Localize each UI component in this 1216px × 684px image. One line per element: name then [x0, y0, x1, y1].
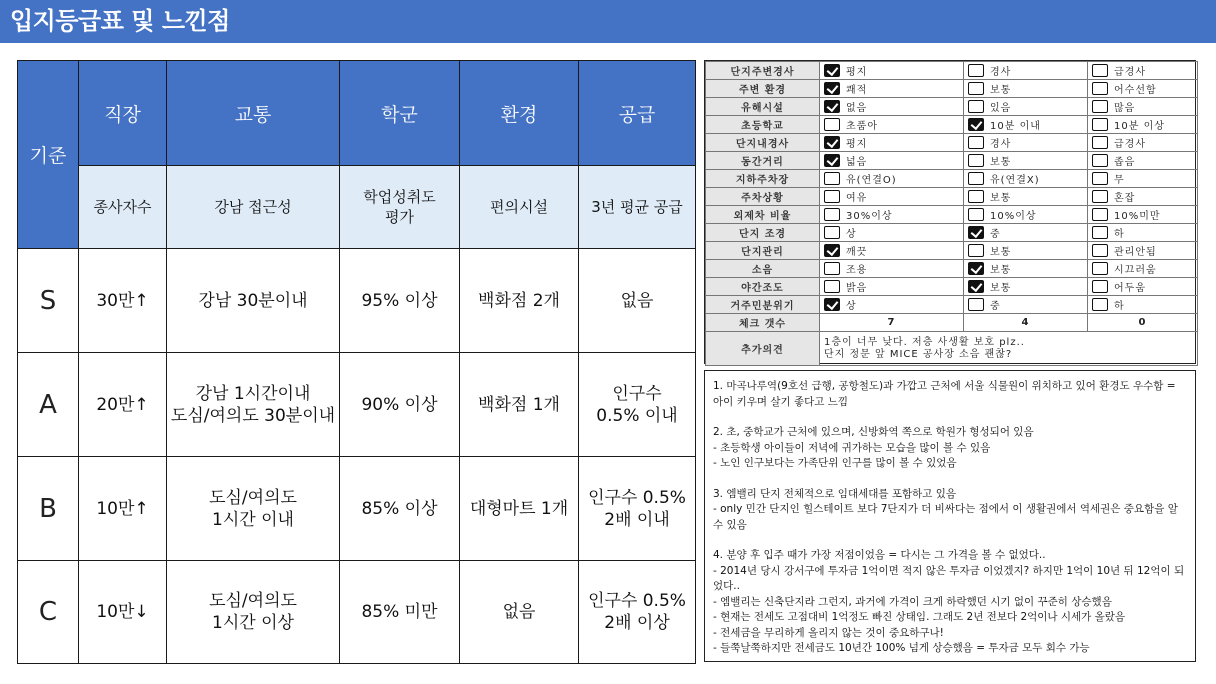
checklist-option[interactable]: [964, 278, 1088, 296]
grade-cell: 10만↑: [79, 457, 167, 561]
checklist-option-label: 보통: [990, 265, 1012, 276]
checklist-option-label: 보통: [990, 85, 1012, 96]
checked-checkbox-icon[interactable]: [824, 298, 840, 311]
checkbox-icon[interactable]: [1092, 262, 1108, 275]
checklist-option-label: 중: [990, 301, 1001, 312]
checklist-option-label: 많음: [1114, 103, 1136, 114]
site-checklist: [704, 60, 1196, 364]
header-job: 직장: [79, 61, 167, 166]
checkbox-icon[interactable]: [1092, 190, 1108, 203]
checklist-option-label: 무: [1114, 175, 1125, 186]
checked-checkbox-icon[interactable]: [968, 226, 984, 239]
checklist-option-label: 평지: [846, 139, 868, 150]
checklist-option-label: 하: [1114, 229, 1125, 240]
checked-checkbox-icon[interactable]: [824, 100, 840, 113]
checklist-label: 거주민분위기: [706, 296, 820, 314]
checklist-option[interactable]: [1088, 134, 1198, 152]
checked-checkbox-icon[interactable]: [968, 262, 984, 275]
checklist-option-label: 시끄러움: [1114, 265, 1157, 276]
checkbox-icon[interactable]: [968, 154, 984, 167]
extra-label: 추가의견: [706, 332, 820, 366]
checklist-option[interactable]: [964, 152, 1088, 170]
checklist-label: 야간조도: [706, 278, 820, 296]
checklist-option[interactable]: [1088, 296, 1198, 314]
checklist-option-label: 유(연결O): [846, 175, 897, 186]
checklist-row: [706, 170, 1198, 188]
title-bar: [0, 0, 1216, 43]
criteria-header: 기준: [18, 61, 79, 249]
subheader-supply: 3년 평균 공급: [579, 166, 696, 249]
checklist-option-label: 깨끗: [846, 247, 868, 258]
checklist-option[interactable]: [820, 80, 964, 98]
checklist-label: 소음: [706, 260, 820, 278]
grade-row-c: [18, 561, 696, 664]
checklist-label: 주차상황: [706, 188, 820, 206]
checklist-option[interactable]: [1088, 242, 1198, 260]
checklist-option-label: 중: [990, 229, 1001, 240]
checklist-option[interactable]: [964, 62, 1088, 80]
subheader-job: 종사자수: [79, 166, 167, 249]
checklist-option[interactable]: [1088, 152, 1198, 170]
checklist-option[interactable]: [964, 116, 1088, 134]
checked-checkbox-icon[interactable]: [824, 136, 840, 149]
checklist-label: 단지주변경사: [706, 62, 820, 80]
checklist-option[interactable]: [1088, 80, 1198, 98]
grade-cell: 강남 30분이내: [167, 249, 340, 353]
checkbox-icon[interactable]: [1092, 118, 1108, 131]
checklist-option[interactable]: [820, 152, 964, 170]
grade-label: B: [18, 457, 79, 561]
checklist-option-label: 경사: [990, 139, 1012, 150]
checklist-option-label: 평지: [846, 67, 868, 78]
checklist-option[interactable]: [964, 98, 1088, 116]
checklist-option[interactable]: [820, 206, 964, 224]
checklist-row: [706, 62, 1198, 80]
checklist-option[interactable]: [1088, 62, 1198, 80]
note-paragraph: 4. 분양 후 입주 때가 가장 저점이었음 = 다시는 그 가격을 볼 수 없었다.. - 2014년 당시 강서구에 투자금 1억이면 적지 않은 투자금 이었겠지? 하지만 1억이 10년 뒤 12억이 되었다.. - 엠밸리는 신축단지라 그런지, 과거에 가격이 크게 하락했던 시기 없이 꾸준히 상승했음 - 현재는 전세도 고점대비 1억정도 빠진 상태임. 그래도 2년 전보다 2억이나 시세가 올랐음 - 전세금을 무리하게 올리지 않는 것이 중요하구나! - 들쭉날쭉하지만 전세금도 10년간 100% 넘게 상승했음 = 투자금 모두 회수 가능: [713, 549, 1185, 654]
checklist-label: 동간거리: [706, 152, 820, 170]
checkbox-icon[interactable]: [1092, 64, 1108, 77]
checklist-extra-row: [706, 332, 1198, 366]
impressions-notes: [704, 370, 1196, 662]
checklist-option-label: 밝음: [846, 283, 868, 294]
checklist-option-label: 어수선함: [1114, 85, 1157, 96]
checkbox-icon[interactable]: [968, 190, 984, 203]
checkbox-icon[interactable]: [824, 190, 840, 203]
checklist-option[interactable]: [1088, 224, 1198, 242]
checkbox-icon[interactable]: [824, 226, 840, 239]
checkbox-icon[interactable]: [1092, 280, 1108, 293]
checkbox-icon[interactable]: [1092, 172, 1108, 185]
checklist-option[interactable]: [1088, 188, 1198, 206]
checklist-option[interactable]: [1088, 278, 1198, 296]
checked-checkbox-icon[interactable]: [824, 244, 840, 257]
checklist-label: 지하주차장: [706, 170, 820, 188]
checklist-option-label: 10분 이내: [990, 121, 1041, 132]
checklist-option-label: 급경사: [1114, 139, 1146, 150]
checklist-option-label: 관리안됨: [1114, 247, 1157, 258]
grade-cell: 강남 1시간이내 도심/여의도 30분이내: [167, 353, 340, 457]
total-count-3: 0: [1088, 314, 1198, 332]
checklist-row: [706, 134, 1198, 152]
grade-cell: 10만↓: [79, 561, 167, 664]
checklist-option-label: 여유: [846, 193, 868, 204]
grade-cell: 인구수 0.5% 2배 이상: [579, 561, 696, 664]
checklist-option[interactable]: [964, 296, 1088, 314]
checklist-option-label: 혼잡: [1114, 193, 1136, 204]
checklist-option-label: 있음: [990, 103, 1012, 114]
checklist-option[interactable]: [1088, 170, 1198, 188]
checkbox-icon[interactable]: [968, 298, 984, 311]
grade-cell: 85% 미만: [340, 561, 460, 664]
checklist-option[interactable]: [964, 80, 1088, 98]
checklist-option[interactable]: [820, 188, 964, 206]
checkbox-icon[interactable]: [968, 208, 984, 221]
checklist-option-label: 좁음: [1114, 157, 1136, 168]
checklist-label: 단지 조경: [706, 224, 820, 242]
checklist-option-label: 유(연결X): [990, 175, 1040, 186]
note-paragraph: 2. 초, 중학교가 근처에 있으며, 신방화역 쪽으로 학원가 형성되어 있음 - 초등학생 아이들이 저녁에 귀가하는 모습을 많이 볼 수 있음 - 노인 인구보다는 가족단위 인구를 많이 볼 수 있었음: [713, 426, 1034, 469]
checked-checkbox-icon[interactable]: [824, 64, 840, 77]
checklist-label: 주변 환경: [706, 80, 820, 98]
grade-row-b: [18, 457, 696, 561]
checklist-option[interactable]: [964, 170, 1088, 188]
grade-label: S: [18, 249, 79, 353]
checklist-option[interactable]: [1088, 116, 1198, 134]
checklist-option-label: 급경사: [1114, 67, 1146, 78]
checklist-option[interactable]: [820, 170, 964, 188]
checked-checkbox-icon[interactable]: [968, 280, 984, 293]
checkbox-icon[interactable]: [1092, 244, 1108, 257]
checklist-option-label: 10분 이상: [1114, 121, 1165, 132]
checkbox-icon[interactable]: [1092, 298, 1108, 311]
grade-cell: 30만↑: [79, 249, 167, 353]
subheader-transport: 강남 접근성: [167, 166, 340, 249]
checkbox-icon[interactable]: [1092, 100, 1108, 113]
checklist-option[interactable]: [820, 134, 964, 152]
subheader-school: 학업성취도 평가: [340, 166, 460, 249]
checklist-row: [706, 278, 1198, 296]
checklist-label: 외제차 비율: [706, 206, 820, 224]
checkbox-icon[interactable]: [1092, 154, 1108, 167]
grade-label: C: [18, 561, 79, 664]
checklist-label: 초등학교: [706, 116, 820, 134]
checked-checkbox-icon[interactable]: [824, 82, 840, 95]
checklist-option[interactable]: [964, 260, 1088, 278]
grade-cell: 90% 이상: [340, 353, 460, 457]
checklist-option[interactable]: [820, 224, 964, 242]
checkbox-icon[interactable]: [824, 172, 840, 185]
grade-row-a: [18, 353, 696, 457]
checklist-row: [706, 80, 1198, 98]
total-label: 체크 갯수: [706, 314, 820, 332]
checklist-option[interactable]: [964, 206, 1088, 224]
checklist-option[interactable]: [964, 242, 1088, 260]
checkbox-icon[interactable]: [968, 64, 984, 77]
header-environment: 환경: [460, 61, 579, 166]
checklist-option-label: 10%이상: [990, 211, 1037, 222]
checklist-option[interactable]: [1088, 260, 1198, 278]
grade-cell: 백화점 1개: [460, 353, 579, 457]
checklist-option[interactable]: [820, 278, 964, 296]
grade-row-s: [18, 249, 696, 353]
checklist-option[interactable]: [820, 296, 964, 314]
checkbox-icon[interactable]: [1092, 208, 1108, 221]
checkbox-icon[interactable]: [824, 118, 840, 131]
checkbox-icon[interactable]: [824, 208, 840, 221]
total-count-2: 4: [964, 314, 1088, 332]
checkbox-icon[interactable]: [824, 262, 840, 275]
checkbox-icon[interactable]: [1092, 136, 1108, 149]
checklist-row: [706, 242, 1198, 260]
checklist-row: [706, 296, 1198, 314]
checklist-option-label: 보통: [990, 193, 1012, 204]
checklist-option-label: 넓음: [846, 157, 868, 168]
checklist-option-label: 조용: [846, 265, 868, 276]
header-school: 학군: [340, 61, 460, 166]
header-supply: 공급: [579, 61, 696, 166]
grade-cell: 95% 이상: [340, 249, 460, 353]
checklist-option[interactable]: [820, 98, 964, 116]
total-count-1: 7: [820, 314, 964, 332]
grade-cell: 도심/여의도 1시간 이내: [167, 457, 340, 561]
checklist-option-label: 보통: [990, 283, 1012, 294]
checkbox-icon[interactable]: [824, 280, 840, 293]
checklist-option-label: 쾌적: [846, 85, 868, 96]
grade-cell: 인구수 0.5% 2배 이내: [579, 457, 696, 561]
checklist-total-row: [706, 314, 1198, 332]
checkbox-icon[interactable]: [968, 172, 984, 185]
grade-cell: 백화점 2개: [460, 249, 579, 353]
grade-cell: 인구수 0.5% 이내: [579, 353, 696, 457]
checklist-option-label: 상: [846, 229, 857, 240]
subheader-environment: 편의시설: [460, 166, 579, 249]
grade-cell: 20만↑: [79, 353, 167, 457]
checklist-option[interactable]: [1088, 98, 1198, 116]
checklist-row: [706, 188, 1198, 206]
checklist-option[interactable]: [820, 242, 964, 260]
checked-checkbox-icon[interactable]: [824, 154, 840, 167]
checklist-option[interactable]: [1088, 206, 1198, 224]
checklist-option-label: 하: [1114, 301, 1125, 312]
extra-opinion: 1층이 너무 낮다. 저층 사생활 보호 plz.. 단지 정문 앞 MICE 공사장 소음 괜찮?: [820, 332, 1198, 366]
grade-table: [17, 60, 696, 664]
checklist-option[interactable]: [964, 134, 1088, 152]
checklist-option-label: 경사: [990, 67, 1012, 78]
checkbox-icon[interactable]: [968, 136, 984, 149]
note-paragraph: 1. 마곡나루역(9호선 급행, 공항철도)과 가깝고 근처에 서울 식물원이 위치하고 있어 환경도 우수함 = 아이 키우며 살기 좋다고 느낌: [713, 380, 1176, 408]
checklist-row: [706, 260, 1198, 278]
checklist-option[interactable]: [820, 260, 964, 278]
checkbox-icon[interactable]: [968, 244, 984, 257]
checklist-option-label: 보통: [990, 157, 1012, 168]
checkbox-icon[interactable]: [968, 82, 984, 95]
grade-cell: 85% 이상: [340, 457, 460, 561]
grade-cell: 도심/여의도 1시간 이상: [167, 561, 340, 664]
checklist-table: [705, 61, 1198, 366]
grade-cell: 없음: [579, 249, 696, 353]
checklist-row: [706, 98, 1198, 116]
checklist-option[interactable]: [820, 62, 964, 80]
checklist-option-label: 보통: [990, 247, 1012, 258]
checklist-row: [706, 152, 1198, 170]
checklist-row: [706, 224, 1198, 242]
checklist-label: 단지관리: [706, 242, 820, 260]
header-transport: 교통: [167, 61, 340, 166]
page-title: 입지등급표 및 느낀점: [10, 7, 230, 35]
checklist-row: [706, 116, 1198, 134]
checklist-row: [706, 206, 1198, 224]
checked-checkbox-icon[interactable]: [968, 118, 984, 131]
checklist-option[interactable]: [964, 224, 1088, 242]
checklist-option-label: 30%이상: [846, 211, 893, 222]
checklist-option-label: 10%미만: [1114, 211, 1161, 222]
grade-label: A: [18, 353, 79, 457]
note-paragraph: 3. 엠밸리 단지 전체적으로 임대세대를 포함하고 있음 - only 민간 단지인 힐스테이트 보다 7단지가 더 비싸다는 점에서 이 생활권에서 역세권은 중요함을 알 수 있음: [713, 487, 1178, 531]
checklist-option[interactable]: [964, 188, 1088, 206]
checklist-option-label: 어두움: [1114, 283, 1146, 294]
checkbox-icon[interactable]: [1092, 82, 1108, 95]
checklist-option-label: 상: [846, 301, 857, 312]
checklist-option-label: 초품아: [846, 121, 878, 132]
checklist-label: 유해시설: [706, 98, 820, 116]
grade-cell: 없음: [460, 561, 579, 664]
checkbox-icon[interactable]: [1092, 226, 1108, 239]
checklist-label: 단지내경사: [706, 134, 820, 152]
checklist-option[interactable]: [820, 116, 964, 134]
checkbox-icon[interactable]: [968, 100, 984, 113]
grade-cell: 대형마트 1개: [460, 457, 579, 561]
checklist-option-label: 없음: [846, 103, 868, 114]
